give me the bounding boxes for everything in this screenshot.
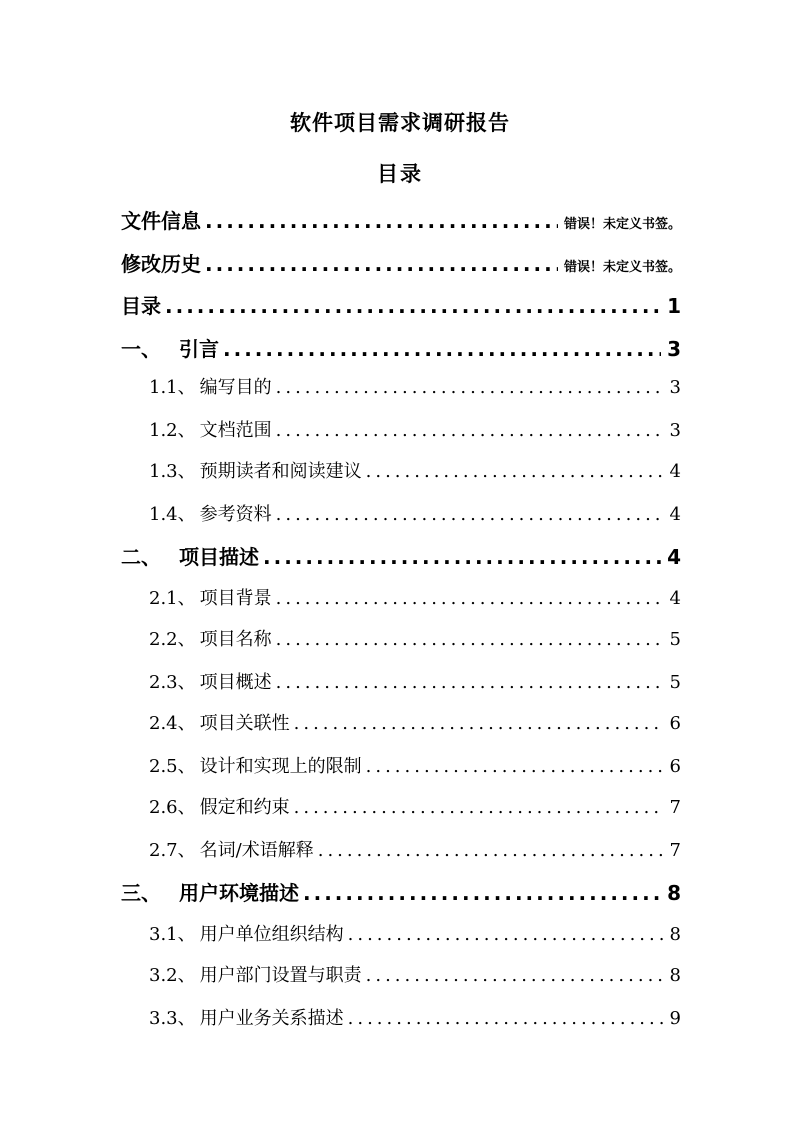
dot-leader [303,881,661,905]
dot-leader [366,756,664,777]
toc-entry-page-number: 4 [667,545,681,569]
toc-entry-page-number: 4 [669,504,681,525]
toc-entry-number: 2.6、 [149,797,196,818]
toc-entry-label: 修改历史 [121,252,201,276]
toc-entry-page-number: 7 [669,840,681,861]
toc-entry-page-number: 8 [669,924,681,945]
dot-leader [276,420,664,441]
toc-entry-label: 目录 [121,294,161,318]
toc-entry[interactable] [149,752,681,782]
dot-leader [276,629,664,650]
toc-entry[interactable] [149,920,681,950]
dot-leader [366,965,664,986]
toc-entry-title [149,500,272,526]
toc-entry-number: 二、 [121,545,161,569]
toc-entry-page-number: 错误！未定义书签。 [563,260,681,275]
toc-entry[interactable] [149,961,681,991]
dot-leader [276,377,664,398]
dot-leader [276,504,664,525]
toc-entry-label: 项目概述 [199,672,272,693]
toc-entry[interactable] [121,333,681,363]
toc-entry-number: 2.1、 [149,588,196,609]
toc-entry-title [149,709,290,735]
toc-entry-label: 项目关联性 [199,713,290,734]
toc-entry-number: 1.2、 [149,420,196,441]
toc-entry-label: 项目描述 [179,545,259,569]
toc-entry[interactable] [121,248,681,278]
toc-entry-title [149,1004,344,1030]
toc-entry-page-number: 6 [669,756,681,777]
toc-entry-page-number: 4 [669,461,681,482]
toc-entry-number: 1.1、 [149,377,196,398]
toc-entry-number: 2.7、 [149,840,196,861]
toc-entry-page-number: 3 [667,337,681,361]
toc-entry-title [121,290,161,319]
toc-entry-page-number: 6 [669,713,681,734]
toc-entry-number: 2.5、 [149,756,196,777]
toc-entry-label: 用户环境描述 [179,881,299,905]
toc-entry-number: 三、 [121,881,161,905]
toc-entry-title [149,457,362,483]
toc-entry-label: 编写目的 [199,377,272,398]
toc-entry[interactable] [149,668,681,698]
toc-entry-number: 1.4、 [149,504,196,525]
toc-entry-title [149,668,272,694]
toc-entry-label: 用户部门设置与职责 [199,965,362,986]
toc-entry-page-number: 9 [669,1008,681,1029]
toc-entry-title [121,333,219,362]
toc-entry-title [121,877,299,906]
toc-entry-title [149,752,362,778]
toc-entry-page-number: 3 [669,420,681,441]
toc-entry-title [149,793,290,819]
toc-entry-page-number: 5 [669,672,681,693]
toc-entry-label: 参考资料 [199,504,272,525]
dot-leader [165,294,661,318]
toc-entry-title [149,920,344,946]
toc-entry-page-number: 4 [669,588,681,609]
toc-entry-label: 假定和约束 [199,797,290,818]
toc-entry-label: 项目背景 [199,588,272,609]
toc-entry-title [121,541,259,570]
toc-entry-page-number: 3 [669,377,681,398]
dot-leader [294,713,664,734]
toc-entry-title [149,416,272,442]
toc-entry[interactable] [149,584,681,614]
toc-entry-number: 2.4、 [149,713,196,734]
dot-leader [348,1008,664,1029]
dot-leader [205,252,558,276]
toc-entry-label: 文件信息 [121,209,201,233]
toc-entry-number: 3.1、 [149,924,196,945]
dot-leader [294,797,664,818]
toc-entry-title [149,836,314,862]
toc-entry[interactable] [149,793,681,823]
toc-entry-title [149,961,362,987]
toc-entry-page-number: 8 [669,965,681,986]
dot-leader [223,337,661,361]
toc-entry[interactable] [121,205,681,235]
toc-heading: 目录 [377,162,423,186]
toc-entry-label: 项目名称 [199,629,272,650]
toc-entry-label: 预期读者和阅读建议 [199,461,362,482]
toc-entry-page-number: 错误！未定义书签。 [563,217,681,232]
toc-entry[interactable] [149,625,681,655]
toc-entry-number: 一、 [121,337,161,361]
toc-entry-label: 文档范围 [199,420,272,441]
toc-entry-title [149,625,272,651]
document-title: 软件项目需求调研报告 [290,111,510,135]
dot-leader [276,588,664,609]
toc-entry-title [121,248,201,277]
toc-entry-number: 3.2、 [149,965,196,986]
dot-leader [318,840,664,861]
toc-entry-number: 2.3、 [149,672,196,693]
toc-entry-page-number: 7 [669,797,681,818]
toc-entry[interactable] [149,500,681,530]
toc-entry-title [149,584,272,610]
toc-entry-number: 1.3、 [149,461,196,482]
toc-entry[interactable] [149,373,681,403]
dot-leader [366,461,664,482]
toc-entry-label: 名词/术语解释 [199,840,314,861]
dot-leader [263,545,661,569]
toc-entry-number: 2.2、 [149,629,196,650]
toc-entry-page-number: 1 [667,294,681,318]
dot-leader [205,209,558,233]
toc-entry-label: 用户业务关系描述 [199,1008,344,1029]
toc-entry[interactable] [149,836,681,866]
toc-entry[interactable] [121,541,681,571]
toc-entry[interactable] [149,1004,681,1034]
toc-entry[interactable] [121,877,681,907]
toc-entry-label: 引言 [179,337,219,361]
dot-leader [276,672,664,693]
toc-entry-page-number: 5 [669,629,681,650]
toc-entry-title [121,205,201,234]
toc-entry-number: 3.3、 [149,1008,196,1029]
toc-entry-title [149,373,272,399]
toc-entry-label: 设计和实现上的限制 [199,756,362,777]
toc-entry-label: 用户单位组织结构 [199,924,344,945]
toc-entry[interactable] [149,457,681,487]
toc-entry-page-number: 8 [667,881,681,905]
toc-entry[interactable] [149,709,681,739]
toc-entry[interactable] [121,290,681,320]
toc-entry[interactable] [149,416,681,446]
dot-leader [348,924,664,945]
